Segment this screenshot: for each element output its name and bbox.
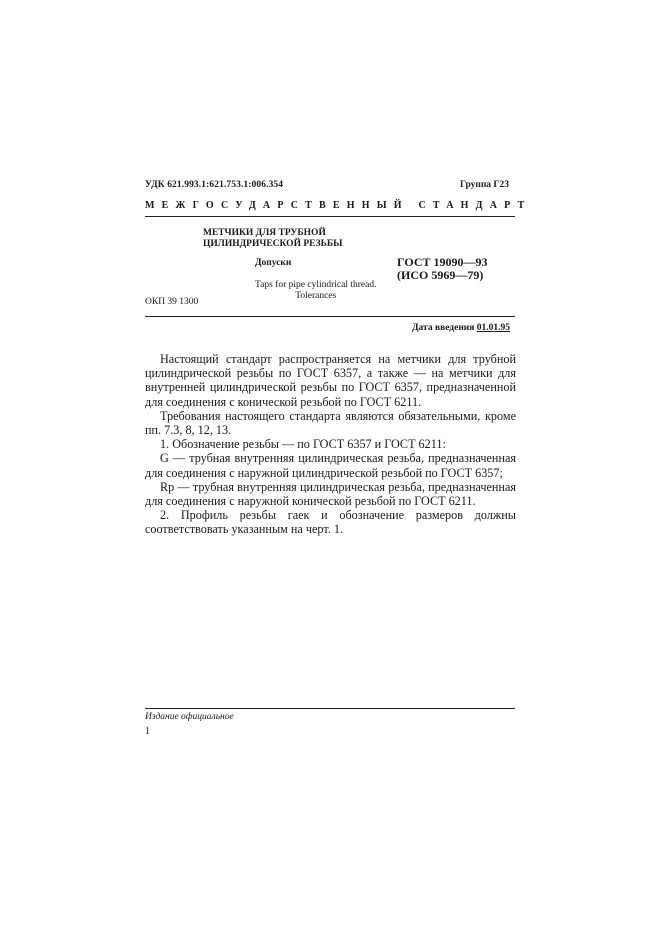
header-divider (145, 216, 515, 217)
page-number: 1 (145, 726, 150, 737)
udk-code: УДК 621.993.1:621.753.1:006.354 (145, 180, 284, 190)
introduction-date (412, 323, 510, 333)
paragraph-scope: Настоящий стандарт распространяется на метчики для трубной цилиндрической резьбы по ГОСТ 6357, а также — на метчики для внутренней цилиндрической резьбы по ГОСТ 6357, предназначенной для соединения с конической резьбой по ГОСТ 6211. (145, 352, 516, 409)
paragraph-mandatory: Требования настоящего стандарта являются обязательными, кроме пп. 7.3, 8, 12, 13. (145, 408, 516, 438)
title-divider (145, 316, 515, 317)
group-code: Группа Г23 (460, 180, 509, 190)
gost-designation (397, 256, 488, 282)
paragraph-thread-rp: Rp — трубная внутренняя цилиндрическая резьба, предназначенная для соединения с наружной конической резьбой по ГОСТ 6211. (145, 479, 516, 509)
document-subtitle: Допуски (255, 258, 292, 268)
title-line-2: ЦИЛИНДРИЧЕСКОЙ РЕЗЬБЫ (203, 239, 343, 249)
introduction-date-value: 01.01.95 (476, 323, 511, 333)
body-text (145, 352, 516, 537)
iso-number: (ИСО 5969—79) (397, 268, 484, 282)
introduction-date-label: Дата введения (412, 323, 475, 333)
paragraph-clause-2: 2. Профиль резьбы гаек и обозначение размеров должны соответствовать указанным на черт. 1. (145, 508, 516, 537)
title-line-1: МЕТЧИКИ ДЛЯ ТРУБНОЙ (203, 228, 326, 238)
english-title-line-1: Taps for pipe cylindrical thread. (255, 280, 377, 290)
footer-divider (145, 708, 515, 709)
gost-number: ГОСТ 19090—93 (397, 255, 488, 269)
standard-type-heading: МЕЖГОСУДАРСТВЕННЫЙ СТАНДАРТ (145, 200, 532, 211)
paragraph-thread-g: G — трубная внутренняя цилиндрическая резьба, предназначенная для соединения с наружной цилиндрической резьбой по ГОСТ 6357; (145, 451, 516, 480)
english-title-line-2: Tolerances (295, 291, 337, 301)
okp-code: ОКП 39 1300 (145, 297, 199, 307)
english-title (255, 280, 376, 302)
document-title (203, 228, 343, 250)
edition-note: Издание официальное (145, 712, 234, 722)
paragraph-clause-1: 1. Обозначение резьбы — по ГОСТ 6357 и ГОСТ 6211: (160, 437, 446, 452)
